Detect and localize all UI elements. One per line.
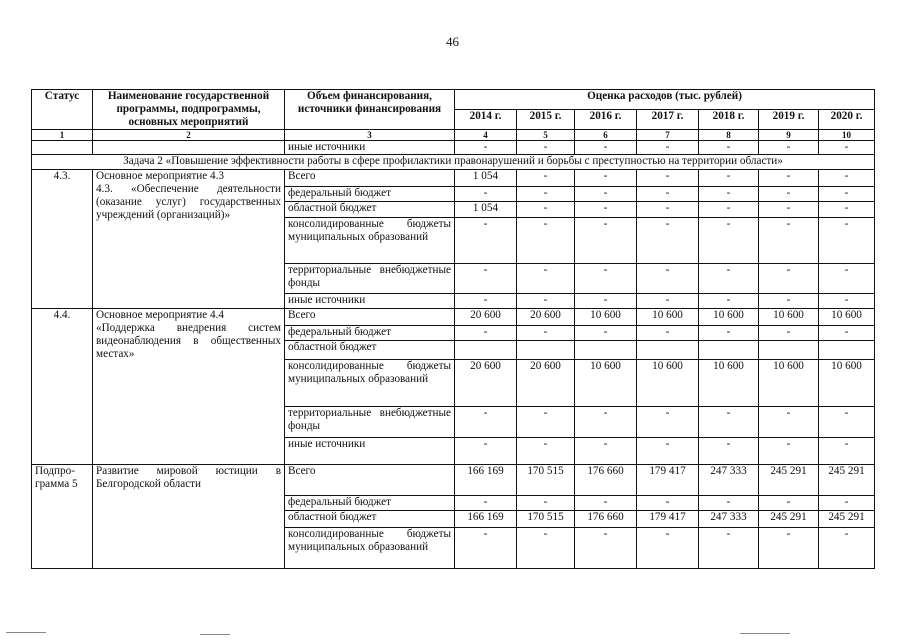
scan-artifact-line: [6, 632, 46, 633]
column-index: 9: [759, 130, 819, 141]
funding-source: консолидированные бюджеты муниципальных образований: [285, 528, 455, 569]
header-volume: Объем финансирования, источники финансирования: [285, 90, 455, 130]
value-cell: -: [517, 218, 575, 264]
activity-description: 4.3. «Обеспечение деятельности (оказание услуг) государственных учреждений (организаций)»: [96, 183, 281, 221]
value-cell: -: [637, 294, 699, 309]
value-cell: 10 600: [637, 360, 699, 407]
funding-source: Всего: [285, 309, 455, 326]
value-cell: -: [575, 496, 637, 511]
value-cell: -: [517, 438, 575, 465]
value-cell: 179 417: [637, 465, 699, 496]
funding-source: областной бюджет: [285, 341, 455, 360]
value-cell: -: [759, 496, 819, 511]
value-cell: 10 600: [699, 309, 759, 326]
value-cell: 10 600: [819, 309, 875, 326]
value-cell: -: [575, 294, 637, 309]
value-cell: -: [575, 407, 637, 438]
value-cell: -: [819, 218, 875, 264]
value-cell: 247 333: [699, 465, 759, 496]
value-cell: 10 600: [575, 360, 637, 407]
value-cell: -: [575, 264, 637, 294]
column-index: 3: [285, 130, 455, 141]
value-cell: -: [637, 407, 699, 438]
value-cell: 10 600: [637, 309, 699, 326]
task-title: Задача 2 «Повышение эффективности работы в сфере профилактики правонарушений и борьбы с преступностью на территории области»: [32, 155, 875, 170]
value-cell: [637, 341, 699, 360]
value-cell: -: [637, 218, 699, 264]
value-cell: -: [699, 438, 759, 465]
value-cell: -: [455, 407, 517, 438]
value-cell: -: [699, 264, 759, 294]
funding-source: Всего: [285, 465, 455, 496]
value-cell: -: [637, 264, 699, 294]
value-cell: -: [819, 294, 875, 309]
value-cell: -: [819, 187, 875, 202]
funding-source: консолидированные бюджеты муниципальных образований: [285, 360, 455, 407]
name-cell: [93, 465, 285, 569]
value-cell: 20 600: [455, 360, 517, 407]
value-cell: -: [637, 528, 699, 569]
status-cell: 4.4.: [32, 309, 93, 465]
value-cell: 10 600: [575, 309, 637, 326]
value-cell: -: [759, 170, 819, 187]
scan-artifact-line: [740, 633, 790, 634]
value-cell: -: [517, 170, 575, 187]
scan-artifact-line: [200, 634, 230, 635]
value-cell: 1 054: [455, 202, 517, 218]
value-cell: -: [819, 170, 875, 187]
value-cell: -: [819, 407, 875, 438]
value-cell: -: [699, 326, 759, 341]
value-cell: -: [819, 528, 875, 569]
value-cell: -: [455, 218, 517, 264]
value-cell: [699, 341, 759, 360]
value-cell: -: [455, 141, 517, 155]
value-cell: 10 600: [759, 360, 819, 407]
value-cell: -: [517, 326, 575, 341]
value-cell: -: [637, 326, 699, 341]
funding-source: иные источники: [285, 438, 455, 465]
table-row: [32, 141, 875, 155]
value-cell: -: [517, 141, 575, 155]
value-cell: [517, 341, 575, 360]
value-cell: -: [575, 438, 637, 465]
value-cell: -: [637, 170, 699, 187]
value-cell: 20 600: [517, 309, 575, 326]
value-cell: 245 291: [819, 511, 875, 528]
value-cell: -: [517, 264, 575, 294]
value-cell: -: [699, 528, 759, 569]
value-cell: -: [699, 407, 759, 438]
table-row: [32, 309, 875, 326]
header-status: Статус: [32, 90, 93, 130]
value-cell: -: [455, 326, 517, 341]
value-cell: 10 600: [759, 309, 819, 326]
value-cell: -: [819, 438, 875, 465]
header-year: 2017 г.: [637, 110, 699, 130]
value-cell: 245 291: [819, 465, 875, 496]
value-cell: -: [759, 407, 819, 438]
value-cell: -: [455, 528, 517, 569]
value-cell: -: [575, 170, 637, 187]
value-cell: 179 417: [637, 511, 699, 528]
column-index: 6: [575, 130, 637, 141]
column-index: 2: [93, 130, 285, 141]
activity-title: Основное мероприятие 4.4: [96, 309, 224, 321]
status-cell: Подпро-грамма 5: [32, 465, 93, 569]
funding-source: федеральный бюджет: [285, 496, 455, 511]
value-cell: -: [637, 141, 699, 155]
value-cell: 170 515: [517, 465, 575, 496]
header-year: 2016 г.: [575, 110, 637, 130]
value-cell: -: [517, 528, 575, 569]
value-cell: -: [759, 141, 819, 155]
value-cell: -: [637, 202, 699, 218]
funding-source: федеральный бюджет: [285, 187, 455, 202]
value-cell: -: [517, 202, 575, 218]
column-index: 4: [455, 130, 517, 141]
value-cell: -: [455, 438, 517, 465]
funding-source: федеральный бюджет: [285, 326, 455, 341]
value-cell: -: [637, 438, 699, 465]
column-index: 8: [699, 130, 759, 141]
value-cell: 166 169: [455, 511, 517, 528]
value-cell: -: [759, 202, 819, 218]
value-cell: [759, 341, 819, 360]
value-cell: -: [575, 528, 637, 569]
funding-source: консолидированные бюджеты муниципальных образований: [285, 218, 455, 264]
funding-source: областной бюджет: [285, 202, 455, 218]
page-number: 46: [446, 34, 459, 49]
value-cell: -: [819, 264, 875, 294]
value-cell: -: [699, 496, 759, 511]
activity-description: «Поддержка внедрения систем видеонаблюдения в общественных местах»: [96, 322, 281, 360]
value-cell: [455, 341, 517, 360]
funding-source: территориальные внебюджетные фонды: [285, 407, 455, 438]
activity-title: Основное мероприятие 4.3: [96, 170, 224, 182]
value-cell: 1 054: [455, 170, 517, 187]
column-index: 7: [637, 130, 699, 141]
value-cell: -: [517, 496, 575, 511]
name-cell: [93, 170, 285, 309]
status-cell: [32, 141, 93, 155]
value-cell: 20 600: [517, 360, 575, 407]
value-cell: -: [759, 438, 819, 465]
value-cell: [819, 341, 875, 360]
funding-source: территориальные внебюджетные фонды: [285, 264, 455, 294]
value-cell: -: [759, 218, 819, 264]
value-cell: -: [699, 294, 759, 309]
value-cell: -: [759, 187, 819, 202]
column-index: 1: [32, 130, 93, 141]
value-cell: -: [517, 407, 575, 438]
value-cell: [575, 341, 637, 360]
value-cell: -: [637, 496, 699, 511]
value-cell: 166 169: [455, 465, 517, 496]
funding-source: иные источники: [285, 294, 455, 309]
value-cell: -: [575, 141, 637, 155]
value-cell: -: [455, 264, 517, 294]
status-cell: 4.3.: [32, 170, 93, 309]
value-cell: -: [517, 294, 575, 309]
value-cell: -: [637, 187, 699, 202]
value-cell: 10 600: [819, 360, 875, 407]
value-cell: 170 515: [517, 511, 575, 528]
value-cell: -: [819, 326, 875, 341]
value-cell: 245 291: [759, 465, 819, 496]
value-cell: -: [575, 326, 637, 341]
header-year: 2014 г.: [455, 110, 517, 130]
value-cell: 247 333: [699, 511, 759, 528]
value-cell: 20 600: [455, 309, 517, 326]
funding-source: областной бюджет: [285, 511, 455, 528]
column-index: 10: [819, 130, 875, 141]
value-cell: -: [455, 496, 517, 511]
value-cell: -: [575, 202, 637, 218]
column-index: 5: [517, 130, 575, 141]
value-cell: -: [455, 187, 517, 202]
value-cell: 176 660: [575, 511, 637, 528]
value-cell: -: [759, 326, 819, 341]
value-cell: -: [759, 294, 819, 309]
header-name: Наименование государственной программы, подпрограммы, основных мероприятий: [93, 90, 285, 130]
financing-table: [31, 89, 875, 569]
funding-source: иные источники: [285, 141, 455, 155]
value-cell: -: [455, 294, 517, 309]
value-cell: -: [575, 218, 637, 264]
activity-title: Развитие мировой юстиции в Белгородской области: [96, 465, 281, 490]
value-cell: -: [819, 496, 875, 511]
task-row: [32, 155, 875, 170]
header-year: 2015 г.: [517, 110, 575, 130]
value-cell: -: [819, 141, 875, 155]
value-cell: -: [699, 170, 759, 187]
header-estimate: Оценка расходов (тыс. рублей): [455, 90, 875, 110]
value-cell: -: [699, 141, 759, 155]
funding-source: Всего: [285, 170, 455, 187]
header-year: 2018 г.: [699, 110, 759, 130]
table-row: [32, 170, 875, 187]
header-year: 2019 г.: [759, 110, 819, 130]
value-cell: -: [699, 187, 759, 202]
value-cell: -: [517, 187, 575, 202]
value-cell: 245 291: [759, 511, 819, 528]
value-cell: 10 600: [699, 360, 759, 407]
value-cell: -: [759, 264, 819, 294]
name-cell: [93, 309, 285, 465]
table-row: [32, 465, 875, 496]
value-cell: -: [699, 218, 759, 264]
value-cell: 176 660: [575, 465, 637, 496]
value-cell: -: [699, 202, 759, 218]
header-year: 2020 г.: [819, 110, 875, 130]
name-cell: [93, 141, 285, 155]
value-cell: -: [819, 202, 875, 218]
value-cell: -: [759, 528, 819, 569]
value-cell: -: [575, 187, 637, 202]
